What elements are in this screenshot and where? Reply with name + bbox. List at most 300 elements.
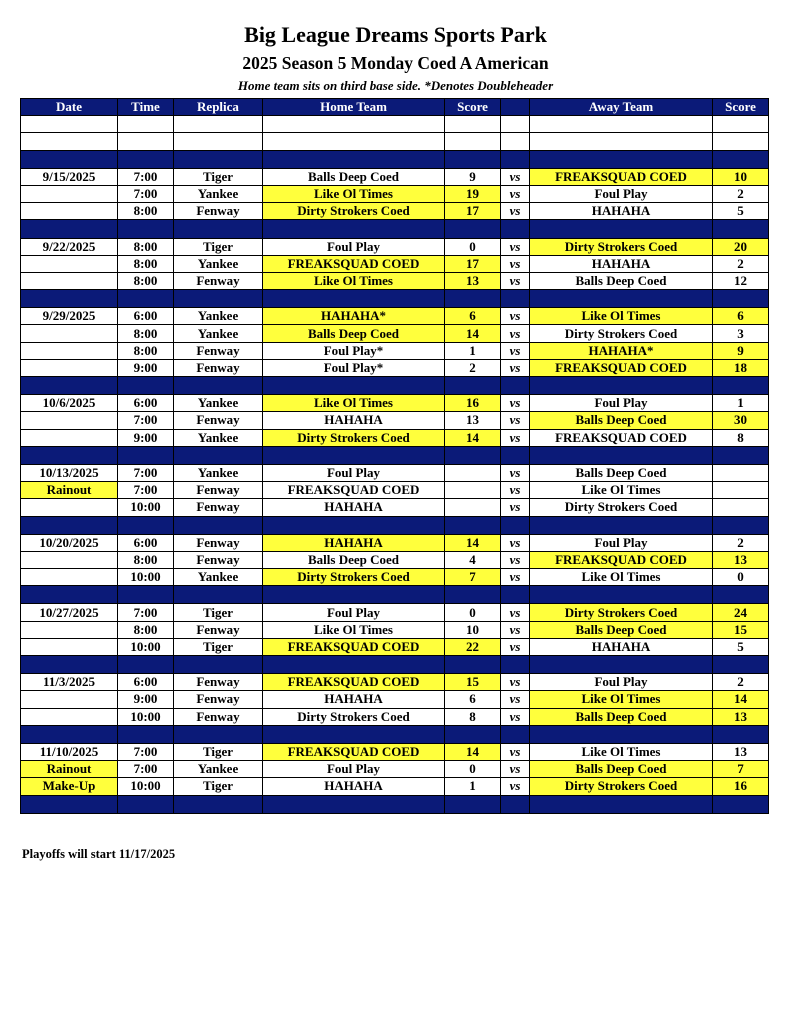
week-separator: [21, 516, 769, 534]
game-replica-field: Tiger: [174, 604, 263, 621]
game-replica-field: Tiger: [174, 743, 263, 760]
away-team: FREAKSQUAD COED: [530, 551, 713, 568]
game-date: 9/22/2025: [21, 238, 118, 255]
separator-cell: [713, 446, 769, 464]
week-separator: [21, 220, 769, 238]
home-score: 0: [445, 604, 501, 621]
away-score: 8: [713, 429, 769, 446]
game-time: 6:00: [118, 308, 174, 325]
empty-cell: [530, 116, 713, 133]
separator-cell: [174, 290, 263, 308]
col-header-away-score: Score: [713, 99, 769, 116]
vs-label: vs: [501, 674, 530, 691]
game-row: [21, 203, 769, 220]
home-team: HAHAHA: [263, 691, 445, 708]
separator-cell: [263, 795, 445, 813]
separator-cell: [174, 377, 263, 395]
away-score: 12: [713, 272, 769, 289]
away-team: FREAKSQUAD COED: [530, 359, 713, 376]
vs-label: vs: [501, 238, 530, 255]
week-separator: [21, 446, 769, 464]
separator-cell: [501, 446, 530, 464]
week-separator: [21, 725, 769, 743]
game-time: 7:00: [118, 185, 174, 202]
vs-label: vs: [501, 308, 530, 325]
game-time: 8:00: [118, 621, 174, 638]
game-replica-field: Tiger: [174, 638, 263, 655]
separator-cell: [118, 150, 174, 168]
game-time: 8:00: [118, 551, 174, 568]
game-date: 10/13/2025: [21, 464, 118, 481]
separator-cell: [21, 586, 118, 604]
game-replica-field: Yankee: [174, 308, 263, 325]
game-date: Make-Up: [21, 778, 118, 795]
away-score: 1: [713, 395, 769, 412]
game-row: [21, 621, 769, 638]
separator-cell: [21, 656, 118, 674]
home-team: Dirty Strokers Coed: [263, 708, 445, 725]
empty-cell: [118, 116, 174, 133]
separator-cell: [713, 795, 769, 813]
away-team: FREAKSQUAD COED: [530, 429, 713, 446]
game-replica-field: Fenway: [174, 551, 263, 568]
vs-label: vs: [501, 395, 530, 412]
home-score: 9: [445, 168, 501, 185]
away-team: Dirty Strokers Coed: [530, 238, 713, 255]
away-score: 13: [713, 708, 769, 725]
separator-cell: [713, 725, 769, 743]
game-time: 10:00: [118, 708, 174, 725]
home-team: FREAKSQUAD COED: [263, 255, 445, 272]
game-date: [21, 708, 118, 725]
col-header-away-team: Away Team: [530, 99, 713, 116]
week-separator: [21, 795, 769, 813]
page-note: Home team sits on third base side. *Denotes Doubleheader: [237, 78, 554, 93]
game-time: 6:00: [118, 395, 174, 412]
game-time: 9:00: [118, 359, 174, 376]
game-row: [21, 708, 769, 725]
separator-cell: [174, 795, 263, 813]
game-replica-field: Yankee: [174, 185, 263, 202]
game-row: [21, 569, 769, 586]
separator-cell: [118, 516, 174, 534]
game-date: [21, 621, 118, 638]
separator-cell: [263, 586, 445, 604]
game-date: [21, 569, 118, 586]
game-time: 7:00: [118, 604, 174, 621]
game-row: [21, 325, 769, 342]
vs-label: vs: [501, 429, 530, 446]
separator-cell: [445, 290, 501, 308]
game-time: 8:00: [118, 272, 174, 289]
separator-cell: [713, 656, 769, 674]
game-replica-field: Fenway: [174, 359, 263, 376]
empty-cell: [263, 133, 445, 150]
separator-cell: [713, 377, 769, 395]
home-team: Foul Play*: [263, 342, 445, 359]
col-header-time: Time: [118, 99, 174, 116]
away-score: 6: [713, 308, 769, 325]
separator-cell: [713, 290, 769, 308]
home-team: Like Ol Times: [263, 185, 445, 202]
separator-cell: [445, 586, 501, 604]
vs-label: vs: [501, 604, 530, 621]
away-score: 13: [713, 551, 769, 568]
game-replica-field: Yankee: [174, 255, 263, 272]
away-score: 2: [713, 255, 769, 272]
away-team: Balls Deep Coed: [530, 272, 713, 289]
game-time: 7:00: [118, 412, 174, 429]
game-row: [21, 359, 769, 376]
separator-cell: [530, 446, 713, 464]
game-date: [21, 638, 118, 655]
home-team: Foul Play: [263, 761, 445, 778]
vs-label: vs: [501, 185, 530, 202]
game-row: [21, 761, 769, 778]
away-score: [713, 482, 769, 499]
game-row: [21, 638, 769, 655]
empty-cell: [713, 116, 769, 133]
game-date: [21, 272, 118, 289]
away-team: Dirty Strokers Coed: [530, 499, 713, 516]
away-score: 18: [713, 359, 769, 376]
game-time: 10:00: [118, 569, 174, 586]
separator-cell: [713, 220, 769, 238]
empty-cell: [21, 116, 118, 133]
away-score: 24: [713, 604, 769, 621]
separator-cell: [445, 516, 501, 534]
game-time: 9:00: [118, 429, 174, 446]
game-time: 10:00: [118, 499, 174, 516]
separator-cell: [21, 290, 118, 308]
blank-row: [21, 133, 769, 150]
game-date: [21, 499, 118, 516]
schedule-body: [21, 116, 769, 814]
game-row: [21, 255, 769, 272]
away-team: Foul Play: [530, 534, 713, 551]
game-replica-field: Tiger: [174, 778, 263, 795]
home-team: FREAKSQUAD COED: [263, 482, 445, 499]
blank-row: [21, 116, 769, 133]
empty-cell: [501, 116, 530, 133]
vs-label: vs: [501, 551, 530, 568]
home-team: Like Ol Times: [263, 621, 445, 638]
home-score: 16: [445, 395, 501, 412]
home-team: Dirty Strokers Coed: [263, 569, 445, 586]
separator-cell: [501, 377, 530, 395]
game-date: 10/20/2025: [21, 534, 118, 551]
game-date: 10/27/2025: [21, 604, 118, 621]
game-row: [21, 499, 769, 516]
home-score: [445, 464, 501, 481]
separator-cell: [530, 656, 713, 674]
game-replica-field: Fenway: [174, 499, 263, 516]
separator-cell: [501, 290, 530, 308]
separator-cell: [263, 725, 445, 743]
game-row: [21, 604, 769, 621]
separator-cell: [445, 725, 501, 743]
away-team: Balls Deep Coed: [530, 464, 713, 481]
separator-cell: [445, 377, 501, 395]
vs-label: vs: [501, 168, 530, 185]
vs-label: vs: [501, 743, 530, 760]
schedule-table: [20, 98, 769, 814]
game-row: [21, 778, 769, 795]
separator-cell: [118, 795, 174, 813]
home-score: 19: [445, 185, 501, 202]
game-time: 9:00: [118, 691, 174, 708]
game-date: [21, 691, 118, 708]
vs-label: vs: [501, 638, 530, 655]
col-header-home-team: Home Team: [263, 99, 445, 116]
vs-label: vs: [501, 325, 530, 342]
game-replica-field: Yankee: [174, 395, 263, 412]
game-date: [21, 325, 118, 342]
away-score: 30: [713, 412, 769, 429]
away-team: Balls Deep Coed: [530, 708, 713, 725]
away-score: [713, 464, 769, 481]
away-score: 10: [713, 168, 769, 185]
home-score: 0: [445, 761, 501, 778]
week-separator: [21, 290, 769, 308]
empty-cell: [445, 133, 501, 150]
away-score: 5: [713, 203, 769, 220]
separator-cell: [21, 725, 118, 743]
game-row: [21, 691, 769, 708]
away-team: Foul Play: [530, 185, 713, 202]
separator-cell: [445, 150, 501, 168]
game-replica-field: Fenway: [174, 412, 263, 429]
away-team: HAHAHA*: [530, 342, 713, 359]
separator-cell: [118, 446, 174, 464]
home-team: HAHAHA: [263, 412, 445, 429]
away-score: 2: [713, 185, 769, 202]
game-replica-field: Fenway: [174, 691, 263, 708]
separator-cell: [174, 656, 263, 674]
away-team: Like Ol Times: [530, 569, 713, 586]
home-score: 4: [445, 551, 501, 568]
vs-label: vs: [501, 621, 530, 638]
home-score: 14: [445, 325, 501, 342]
home-score: 17: [445, 203, 501, 220]
home-team: HAHAHA*: [263, 308, 445, 325]
vs-label: vs: [501, 708, 530, 725]
home-score: [445, 482, 501, 499]
separator-cell: [174, 586, 263, 604]
separator-cell: [445, 446, 501, 464]
home-score: 13: [445, 412, 501, 429]
home-team: Dirty Strokers Coed: [263, 203, 445, 220]
separator-cell: [445, 220, 501, 238]
home-team: FREAKSQUAD COED: [263, 743, 445, 760]
separator-cell: [174, 150, 263, 168]
game-date: 11/10/2025: [21, 743, 118, 760]
home-score: 1: [445, 342, 501, 359]
game-row: [21, 308, 769, 325]
game-date: [21, 255, 118, 272]
game-row: [21, 429, 769, 446]
away-team: Like Ol Times: [530, 743, 713, 760]
empty-cell: [263, 116, 445, 133]
vs-label: vs: [501, 691, 530, 708]
separator-cell: [21, 150, 118, 168]
separator-cell: [21, 220, 118, 238]
game-replica-field: Fenway: [174, 272, 263, 289]
away-score: 9: [713, 342, 769, 359]
game-replica-field: Fenway: [174, 621, 263, 638]
empty-cell: [174, 133, 263, 150]
game-replica-field: Fenway: [174, 674, 263, 691]
separator-cell: [530, 377, 713, 395]
page-subtitle: 2025 Season 5 Monday Coed A American: [242, 53, 549, 73]
vs-label: vs: [501, 482, 530, 499]
vs-label: vs: [501, 359, 530, 376]
game-row: [21, 342, 769, 359]
away-score: 2: [713, 674, 769, 691]
home-score: 14: [445, 429, 501, 446]
week-separator: [21, 150, 769, 168]
game-replica-field: Yankee: [174, 569, 263, 586]
away-score: 3: [713, 325, 769, 342]
playoffs-note: Playoffs will start 11/17/2025: [22, 847, 176, 861]
home-score: 14: [445, 743, 501, 760]
away-score: 13: [713, 743, 769, 760]
separator-cell: [530, 795, 713, 813]
game-date: [21, 342, 118, 359]
separator-cell: [174, 725, 263, 743]
home-score: 6: [445, 308, 501, 325]
separator-cell: [263, 377, 445, 395]
home-team: Like Ol Times: [263, 395, 445, 412]
home-team: Balls Deep Coed: [263, 168, 445, 185]
separator-cell: [263, 290, 445, 308]
game-row: [21, 168, 769, 185]
separator-cell: [21, 795, 118, 813]
vs-label: vs: [501, 534, 530, 551]
vs-label: vs: [501, 778, 530, 795]
page-title: Big League Dreams Sports Park: [244, 22, 547, 47]
separator-cell: [21, 446, 118, 464]
col-header-replica: Replica: [174, 99, 263, 116]
vs-label: vs: [501, 203, 530, 220]
game-time: 7:00: [118, 482, 174, 499]
home-score: 0: [445, 238, 501, 255]
home-team: Like Ol Times: [263, 272, 445, 289]
separator-cell: [118, 586, 174, 604]
separator-cell: [530, 516, 713, 534]
separator-cell: [21, 377, 118, 395]
home-team: Dirty Strokers Coed: [263, 429, 445, 446]
separator-cell: [530, 290, 713, 308]
game-time: 7:00: [118, 168, 174, 185]
home-team: Foul Play: [263, 464, 445, 481]
col-header-home-score: Score: [445, 99, 501, 116]
separator-cell: [501, 795, 530, 813]
game-time: 7:00: [118, 464, 174, 481]
game-time: 8:00: [118, 342, 174, 359]
game-row: [21, 551, 769, 568]
game-replica-field: Fenway: [174, 534, 263, 551]
away-team: HAHAHA: [530, 255, 713, 272]
game-row: [21, 534, 769, 551]
separator-cell: [713, 150, 769, 168]
away-score: 2: [713, 534, 769, 551]
game-replica-field: Yankee: [174, 429, 263, 446]
separator-cell: [501, 656, 530, 674]
home-team: Foul Play*: [263, 359, 445, 376]
separator-cell: [263, 220, 445, 238]
home-score: 14: [445, 534, 501, 551]
home-score: 10: [445, 621, 501, 638]
game-time: 7:00: [118, 761, 174, 778]
week-separator: [21, 377, 769, 395]
separator-cell: [713, 516, 769, 534]
game-row: [21, 272, 769, 289]
game-row: [21, 482, 769, 499]
game-date: [21, 412, 118, 429]
separator-cell: [118, 656, 174, 674]
home-team: FREAKSQUAD COED: [263, 674, 445, 691]
col-header-vs: [501, 99, 530, 116]
separator-cell: [174, 446, 263, 464]
game-row: [21, 743, 769, 760]
empty-cell: [21, 133, 118, 150]
game-time: 7:00: [118, 743, 174, 760]
game-replica-field: Fenway: [174, 708, 263, 725]
vs-label: vs: [501, 569, 530, 586]
game-time: 6:00: [118, 674, 174, 691]
away-score: 7: [713, 761, 769, 778]
game-replica-field: Tiger: [174, 168, 263, 185]
vs-label: vs: [501, 342, 530, 359]
separator-cell: [713, 586, 769, 604]
away-team: Balls Deep Coed: [530, 412, 713, 429]
empty-cell: [445, 116, 501, 133]
separator-cell: [263, 150, 445, 168]
home-team: Foul Play: [263, 604, 445, 621]
home-score: 22: [445, 638, 501, 655]
vs-label: vs: [501, 272, 530, 289]
vs-label: vs: [501, 499, 530, 516]
home-team: HAHAHA: [263, 534, 445, 551]
game-replica-field: Yankee: [174, 325, 263, 342]
game-date: Rainout: [21, 761, 118, 778]
empty-cell: [501, 133, 530, 150]
game-time: 6:00: [118, 534, 174, 551]
separator-cell: [530, 150, 713, 168]
away-team: Dirty Strokers Coed: [530, 778, 713, 795]
game-row: [21, 238, 769, 255]
vs-label: vs: [501, 412, 530, 429]
week-separator: [21, 656, 769, 674]
game-date: [21, 551, 118, 568]
away-team: FREAKSQUAD COED: [530, 168, 713, 185]
away-score: 16: [713, 778, 769, 795]
separator-cell: [118, 220, 174, 238]
game-replica-field: Tiger: [174, 238, 263, 255]
separator-cell: [118, 725, 174, 743]
week-separator: [21, 586, 769, 604]
home-score: 7: [445, 569, 501, 586]
separator-cell: [530, 725, 713, 743]
game-time: 8:00: [118, 325, 174, 342]
separator-cell: [501, 725, 530, 743]
separator-cell: [501, 586, 530, 604]
separator-cell: [263, 656, 445, 674]
game-date: 10/6/2025: [21, 395, 118, 412]
home-team: HAHAHA: [263, 499, 445, 516]
game-date: 9/29/2025: [21, 308, 118, 325]
